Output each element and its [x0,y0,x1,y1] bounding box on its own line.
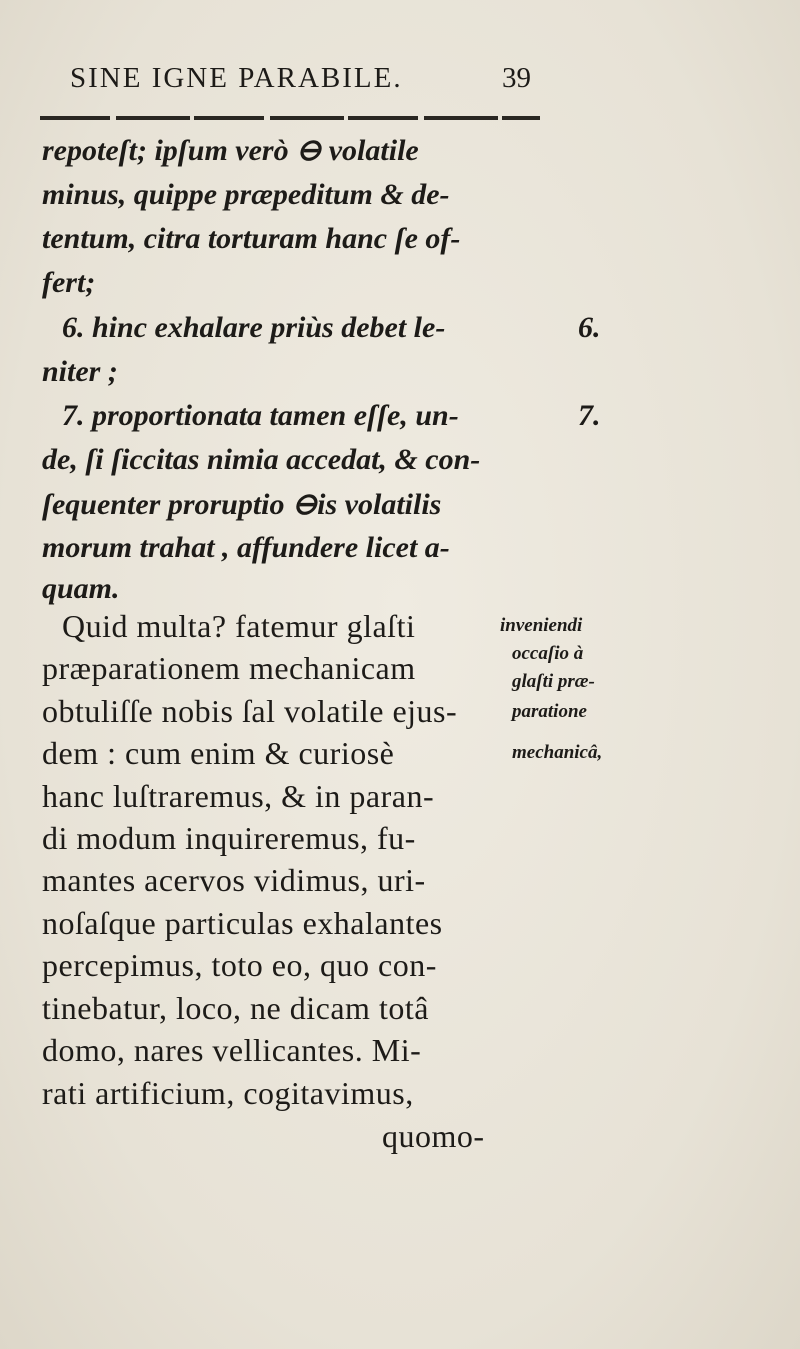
italic-line: 6. hinc exhalare priùs debet le- [62,311,446,344]
italic-line: tentum, citra torturam hanc ſe of- [42,222,461,255]
italic-line: fert; [42,266,96,299]
italic-line: 7. proportionata tamen eſſe, un- [62,399,459,432]
italic-line: niter ; [42,355,118,388]
body-line: tinebatur, loco, ne dicam totâ [42,990,429,1026]
body-line: noſaſque particulas exhalantes [42,905,443,941]
header-rule [40,116,540,120]
margin-number: 6. [578,311,601,344]
marginal-note-line: inveniendi [500,615,583,636]
body-line: dem : cum enim & curiosè [42,735,395,771]
marginal-note-line: glaſti præ- [512,671,595,692]
body-line: præparationem mechanicam [42,650,416,686]
body-line: obtuliſſe nobis ſal volatile ejus- [42,693,458,729]
italic-line: ſequenter proruptio ⊖is volatilis [42,488,442,521]
marginal-note-line: occaſio à [512,643,584,664]
margin-number: 7. [578,399,601,432]
catchword: quomo- [382,1118,485,1154]
italic-line: repoteſt; ipſum verò ⊖ volatile [42,134,419,167]
italic-line: quam. [42,572,120,605]
body-line: di modum inquireremus, fu- [42,820,416,856]
body-line: domo, nares vellicantes. Mi- [42,1032,422,1068]
page-number: 39 [502,62,531,94]
italic-line: minus, quippe præpeditum & de- [42,178,450,211]
page-header [70,62,550,102]
running-title: SINE IGNE PARABILE. [70,62,403,94]
body-line: percepimus, toto eo, quo con- [42,947,437,983]
italic-line: morum trahat , affundere licet a- [42,531,450,564]
body-line: Quid multa? fatemur glaſti [62,608,416,644]
body-line: rati artificium, cogitavimus, [42,1075,414,1111]
marginal-note-line: paratione [512,701,587,722]
marginal-note-line: mechanicâ, [512,742,603,763]
body-line: mantes acervos vidimus, uri- [42,862,426,898]
italic-line: de, ſi ſiccitas nimia accedat, & con- [42,443,481,476]
body-line: hanc luſtraremus, & in paran- [42,778,435,814]
